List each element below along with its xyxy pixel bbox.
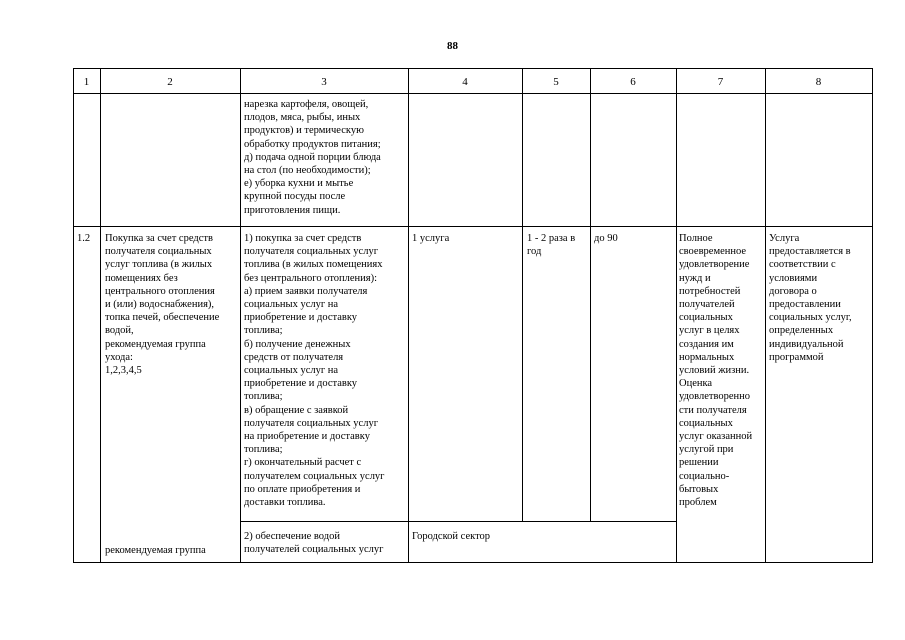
table-border-right <box>872 68 873 563</box>
header-col-8: 8 <box>815 76 822 88</box>
header-col-4: 4 <box>462 76 468 88</box>
header-col-7: 7 <box>717 76 724 88</box>
subrow-name: рекомендуемая группа <box>105 545 206 556</box>
col-divider-2 <box>240 68 241 563</box>
table-border-bottom <box>73 562 873 563</box>
service-name: Покупка за счет средств получателя социальных услуг топлива (в жилых помещениях без центрального отопления и (или) водоснабжения), топка печей, обеспечение водой, рекомендуемая группа ухода: 1,2,3,4,5 <box>105 233 220 377</box>
header-col-1: 1 <box>83 76 90 88</box>
service-duration: до 90 <box>594 233 618 244</box>
subrow-volume: Городской сектор <box>412 531 491 542</box>
service-periodicity: 1 - 2 раза в год <box>527 233 576 258</box>
continued-description: нарезка картофеля, овощей, плодов, мяса, рыбы, иных продуктов) и термическую обработку продуктов питания; д) подача одной порции блюда на стол (по необходимости); е) уборка кухни и мытье крупной посуды после приготовления пищи. <box>244 99 381 216</box>
service-volume: 1 услуга <box>412 233 450 244</box>
col-divider-6 <box>676 68 677 563</box>
page-number: 88 <box>447 40 458 52</box>
header-divider <box>73 93 873 94</box>
header-col-3: 3 <box>321 76 327 88</box>
table-border-top <box>73 68 873 69</box>
header-col-5: 5 <box>553 76 559 88</box>
service-quality: Полное своевременное удовлетворение нужд и потребностей получателей социальных услуг в целях создания им нормальных условий жизни. Оценка удовлетворенно сти получателя социальных услуг оказанной услугой при решении социально- бытовых проблем <box>679 233 753 509</box>
col-divider-5 <box>590 68 591 522</box>
col-divider-7 <box>765 68 766 563</box>
col-divider-4 <box>522 68 523 522</box>
subrow-divider <box>240 521 676 522</box>
row-divider <box>73 226 873 227</box>
col-divider-3 <box>408 68 409 563</box>
col-divider-1 <box>100 68 101 563</box>
header-col-6: 6 <box>630 76 636 88</box>
service-conditions: Услуга предоставляется в соответствии с условиями договора о предоставлении социальных услуг, определенных индивидуальной программой <box>769 233 852 363</box>
service-number: 1.2 <box>77 233 91 244</box>
table-border-left <box>73 68 74 563</box>
subrow-description: 2) обеспечение водой получателей социальных услуг <box>244 531 384 556</box>
header-col-2: 2 <box>167 76 173 88</box>
service-description: 1) покупка за счет средств получателя социальных услуг топлива (в жилых помещениях без центрального отопления): а) прием заявки получателя социальных услуг на приобретение и доставку топлива; б) получение денежных средств от получателя социальных услуг на приобретение и доставку топлива; в) обращение с заявкой получателя социальных услуг на приобретение и доставку топлива; г) окончательный расчет с получателем социальных услуг по оплате приобретения и доставки топлива. <box>244 233 385 509</box>
